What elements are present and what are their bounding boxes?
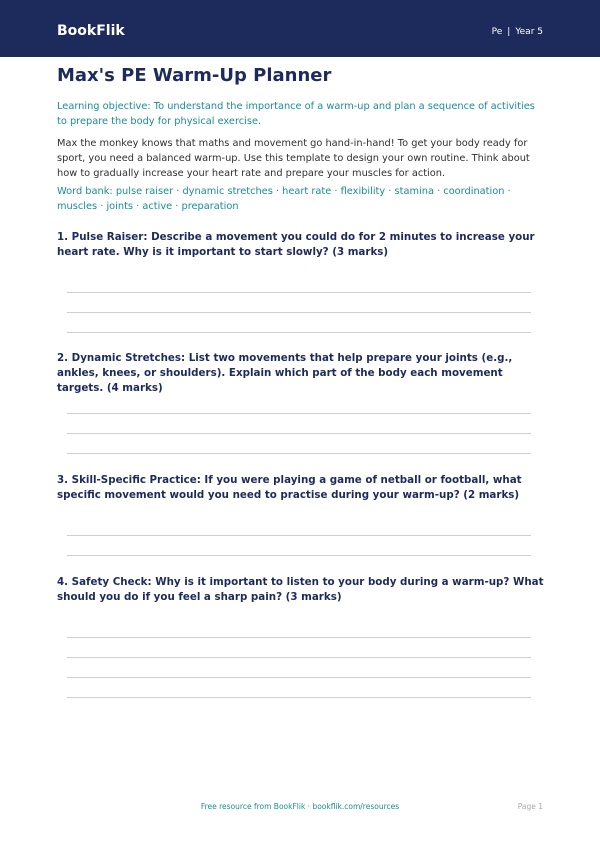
answer-line[interactable]	[67, 312, 531, 313]
page-title: Max's PE Warm-Up Planner	[57, 65, 332, 86]
answer-line[interactable]	[67, 555, 531, 556]
question-2: 2. Dynamic Stretches: List two movements that help prepare your joints (e.g., ankles, knees, or shoulders). Explain which part of the body each movement targets. (4 marks)	[57, 352, 513, 394]
answer-line[interactable]	[67, 433, 531, 434]
answer-line[interactable]	[67, 657, 531, 658]
question-1: 1. Pulse Raiser: Describe a movement you could do for 2 minutes to increase your heart rate. Why is it important to start slowly? (3 marks)	[57, 231, 535, 258]
answer-line[interactable]	[67, 453, 531, 454]
intro-text: Max the monkey knows that maths and movement go hand-in-hand! To get your body ready for sport, you need a balanced warm-up. Use this template to design your own routine. Think about how to gradually increase your heart rate and prepare your muscles for action.	[57, 138, 530, 179]
answer-line[interactable]	[67, 697, 531, 698]
year-label: Year 5	[515, 27, 543, 37]
subject-label: Pe	[491, 27, 503, 37]
word-bank: Word bank: pulse raiser · dynamic stretches · heart rate · flexibility · stamina · coordination · muscles · joints · active · preparation	[57, 186, 511, 212]
footer-credit: Free resource from BookFlik · bookflik.com/resources	[200, 802, 400, 811]
subject-year-label	[492, 27, 543, 37]
answer-line[interactable]	[67, 637, 531, 638]
learning-objective: Learning objective: To understand the importance of a warm-up and plan a sequence of activities to prepare the body for physical exercise.	[57, 101, 535, 127]
answer-line[interactable]	[67, 535, 531, 536]
page-header	[0, 0, 600, 57]
brand-logo: BookFlik	[57, 23, 125, 39]
answer-line[interactable]	[67, 413, 531, 414]
answer-line[interactable]	[67, 677, 531, 678]
page-number: Page 1	[517, 802, 543, 811]
answer-line[interactable]	[67, 332, 531, 333]
answer-line[interactable]	[67, 292, 531, 293]
question-4: 4. Safety Check: Why is it important to listen to your body during a warm-up? What should you do if you feel a sharp pain? (3 marks)	[57, 576, 544, 603]
question-3: 3. Skill-Specific Practice: If you were playing a game of netball or football, what specific movement would you need to practise during your warm-up? (2 marks)	[57, 474, 522, 501]
meta-separator: |	[507, 27, 511, 37]
